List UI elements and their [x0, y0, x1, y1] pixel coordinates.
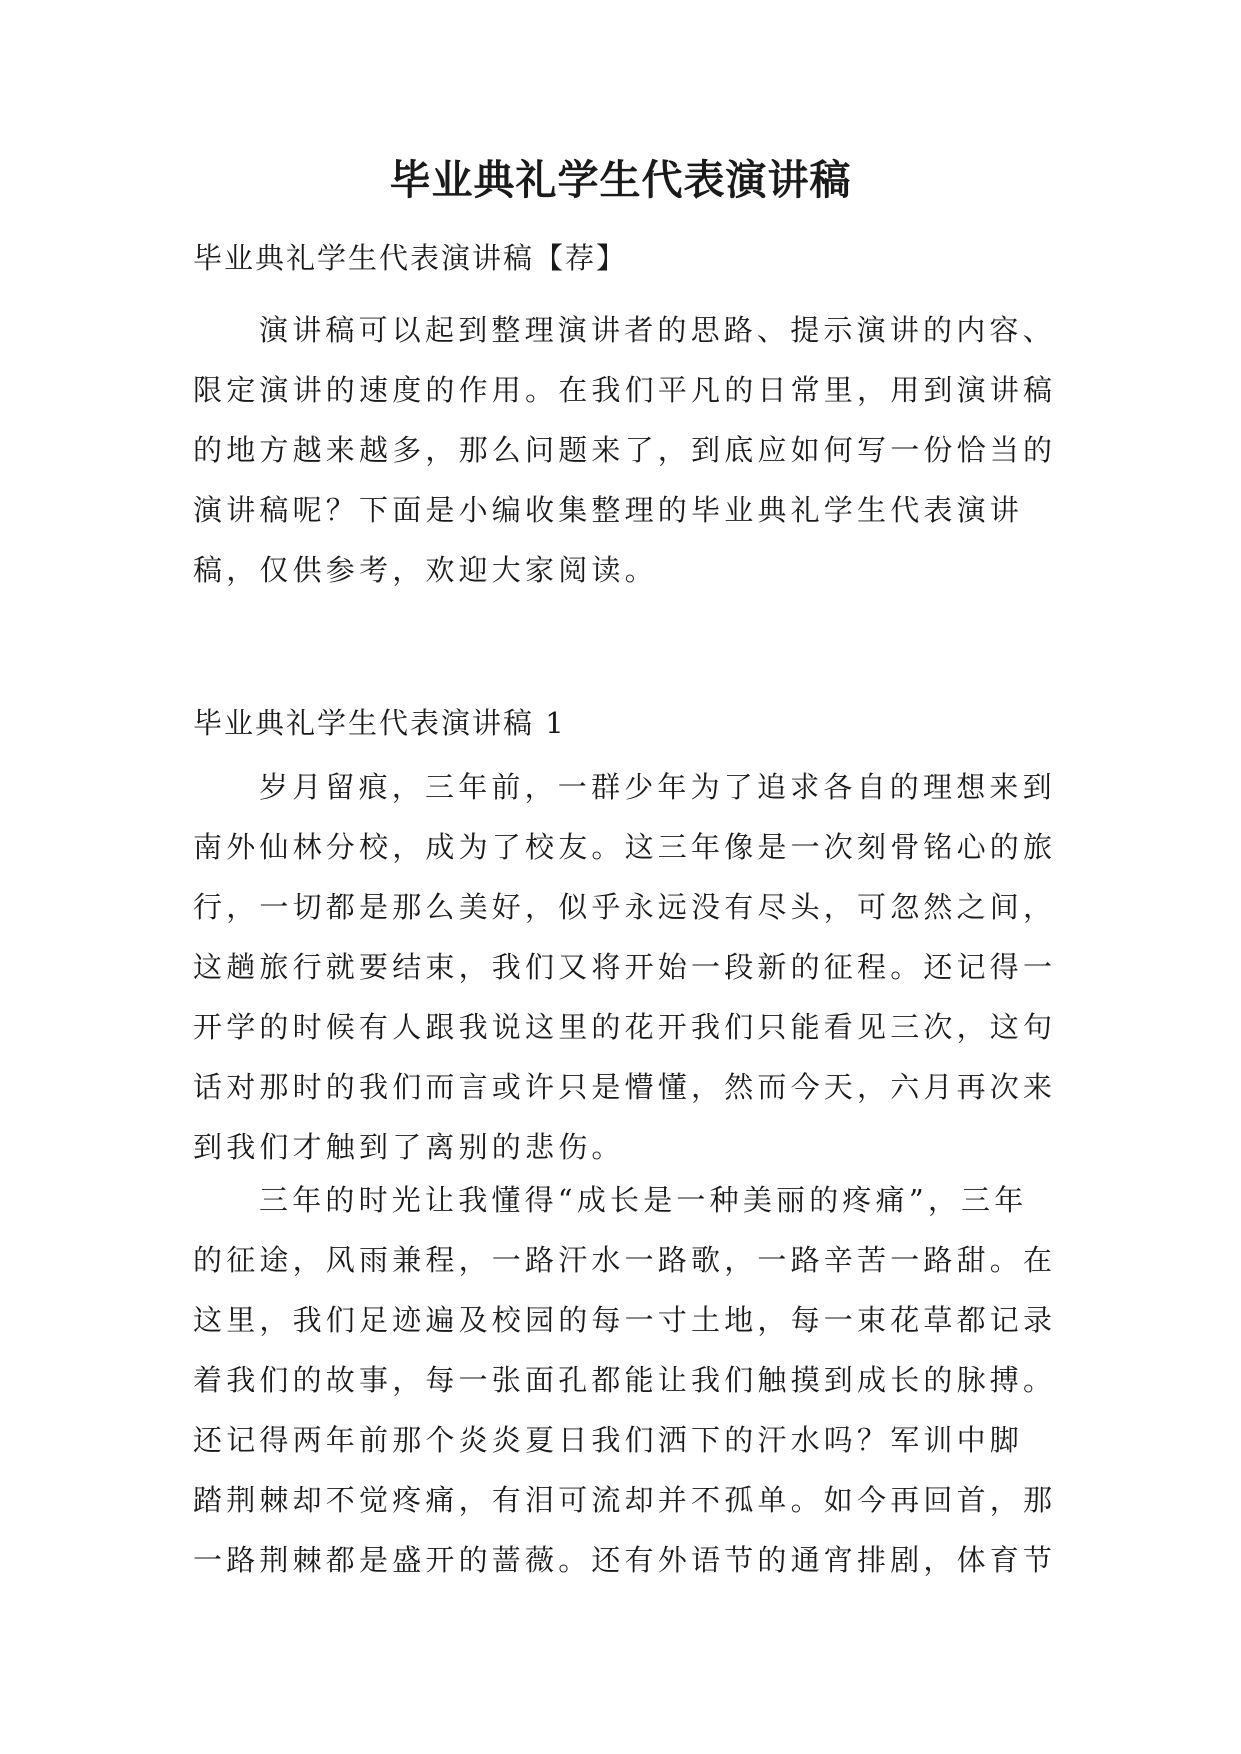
section-heading: 毕业典礼学生代表演讲稿 1 [193, 706, 566, 740]
paragraph-line: 到我们才触到了离别的悲伤。 [193, 1130, 625, 1164]
paragraph-line: 还记得两年前那个炎炎夏日我们洒下的汗水吗？军训中脚 [193, 1423, 1024, 1457]
intro-line: 的地方越来越多，那么问题来了，到底应如何写一份恰当的 [193, 433, 1057, 467]
paragraph-line: 三年的时光让我懂得“成长是一种美丽的疼痛”，三年 [259, 1183, 1028, 1217]
paragraph-line: 着我们的故事，每一张面孔都能让我们触摸到成长的脉搏。 [193, 1363, 1057, 1397]
intro-paragraph [193, 300, 1063, 600]
paragraph-line: 南外仙林分校，成为了校友。这三年像是一次刻骨铭心的旅 [193, 830, 1057, 864]
document-subtitle: 毕业典礼学生代表演讲稿【荐】 [193, 241, 628, 275]
paragraph-line: 这里，我们足迹遍及校园的每一寸土地，每一束花草都记录 [193, 1303, 1057, 1337]
intro-line: 限定演讲的速度的作用。在我们平凡的日常里，用到演讲稿 [193, 373, 1057, 407]
paragraph-line: 开学的时候有人跟我说这里的花开我们只能看见三次，这句 [193, 1010, 1057, 1044]
body-paragraph-2 [193, 1170, 1063, 1590]
paragraph-line: 这趟旅行就要结束，我们又将开始一段新的征程。还记得一 [193, 950, 1057, 984]
paragraph-line: 话对那时的我们而言或许只是懵懂，然而今天，六月再次来 [193, 1070, 1057, 1104]
intro-line: 演讲稿可以起到整理演讲者的思路、提示演讲的内容、 [259, 313, 1056, 347]
paragraph-line: 的征途，风雨兼程，一路汗水一路歌，一路辛苦一路甜。在 [193, 1243, 1057, 1277]
paragraph-line: 踏荆棘却不觉疼痛，有泪可流却并不孤单。如今再回首，那 [193, 1483, 1057, 1517]
paragraph-line: 一路荆棘都是盛开的蔷薇。还有外语节的通宵排剧，体育节 [193, 1543, 1057, 1577]
intro-line: 演讲稿呢？下面是小编收集整理的毕业典礼学生代表演讲 [193, 493, 1024, 527]
page-title: 毕业典礼学生代表演讲稿 [389, 156, 852, 204]
paragraph-line: 岁月留痕，三年前，一群少年为了追求各自的理想来到 [259, 770, 1056, 804]
paragraph-line: 行，一切都是那么美好，似乎永远没有尽头，可忽然之间， [193, 890, 1057, 924]
intro-line: 稿，仅供参考，欢迎大家阅读。 [193, 553, 658, 587]
body-paragraph-1 [193, 757, 1063, 1177]
